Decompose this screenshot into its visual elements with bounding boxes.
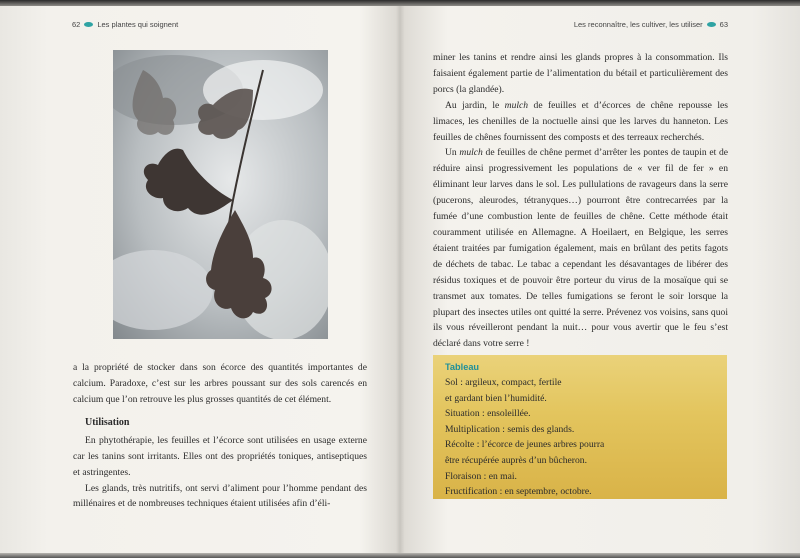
tableau-line: et gardant bien l’humidité.: [445, 392, 547, 404]
text-run: Un: [445, 147, 460, 159]
page-edge-top: [0, 0, 800, 6]
paragraph: a la propriété de stocker dans son écorce des quantités importantes de calcium. Paradoxe, c’est sur les arbres poussant sur des sols carencés en calcium que l’on retrouve les plus grosses quantités de cet élément.: [73, 362, 367, 405]
paragraph: Les glands, très nutritifs, ont servi d’aliment pour l’homme pendant des millénaires et de nombreuses techniques étaient utilisées afin d’éli-: [73, 482, 367, 510]
tableau-line: Situation : ensoleillée.: [445, 408, 531, 420]
italic-term: mulch: [504, 99, 529, 111]
running-title-right: Les reconnaître, les cultiver, les utiliser: [573, 20, 703, 29]
left-page-text: [73, 360, 367, 512]
header-right: [574, 20, 728, 29]
right-page-text: [433, 50, 728, 352]
paragraph: En phytothérapie, les feuilles et l’écorce sont utilisées en usage externe car les tanins sont irritants. Elles ont des propriétés toniques, antiseptiques et astringentes.: [73, 435, 367, 478]
italic-term: mulch: [459, 147, 483, 159]
page-edge-bottom: [0, 553, 800, 558]
oak-leaves-photo: [113, 50, 328, 339]
tableau-line: Floraison : en mai.: [445, 470, 517, 482]
tableau-line: Multiplication : semis des glands.: [445, 423, 575, 435]
paragraph: [433, 98, 728, 146]
tableau-box: [433, 355, 727, 499]
tableau-line: être récupérée auprès d’un bûcheron.: [445, 454, 587, 466]
accent-dot-icon: [707, 22, 716, 27]
section-heading: Utilisation: [85, 417, 130, 429]
text-run: de feuilles de chêne permet d’arrêter les pontes de taupin et de réduire ainsi progressivement les populations de « ver fil de fer » en éliminant leur larves dans le sol. Les pullulations de ravageurs dans la serre (pucerons, aleurodes, tétranyques…) pourront être contrecarrées par la fumée d’une combustion lente de feuilles de chêne. Cette méthode était couramment utilisée en Allemagne. A Hoeilaert, en Belgique, les serres étaient traitées par fumigation également, mais en brûlant des petits fagots de déchets de tabac. Le tabac a cependant les désavantages de libérer des résidus toxiques et de pouvoir être porteur du virus de la mosaïque qui se transmet aux tomates. De telles fumigations se feront le soir lorsque la plupart des insectes utiles ont quitté la serre. Prévenez vos voisins, sans quoi ils vous réveilleront pendant la nuit… pour vous avertir que le feu s’est déclaré dans votre serre !: [433, 147, 729, 350]
tableau-title: Tableau: [445, 362, 480, 372]
tableau-line: Sol : argileux, compact, fertile: [445, 377, 562, 388]
paragraph: miner les tanins et rendre ainsi les glands propres à la consommation. Ils faisaient également partie de l’alimentation du bétail et particulièrement des porcs (la glandée).: [433, 52, 728, 95]
paragraph: [433, 145, 728, 352]
page-number-right: 63: [719, 20, 728, 29]
running-title-left: Les plantes qui soignent: [97, 20, 179, 29]
text-run: Au jardin, le: [445, 99, 505, 111]
page-number-left: 62: [72, 20, 81, 29]
header-left: [72, 20, 178, 29]
tableau-line: Fructification : en septembre, octobre.: [445, 486, 592, 498]
tableau-line: Récolte : l’écorce de jeunes arbres pourra: [445, 439, 605, 451]
accent-dot-icon: [84, 22, 93, 27]
text-run: de feuilles et d’écorces de chêne repousse les limaces, les chenilles de la noctuelle ainsi que les larves du hanneton. Les feuilles de chênes fournissent des composts et des terreaux recherchés.: [433, 99, 728, 143]
